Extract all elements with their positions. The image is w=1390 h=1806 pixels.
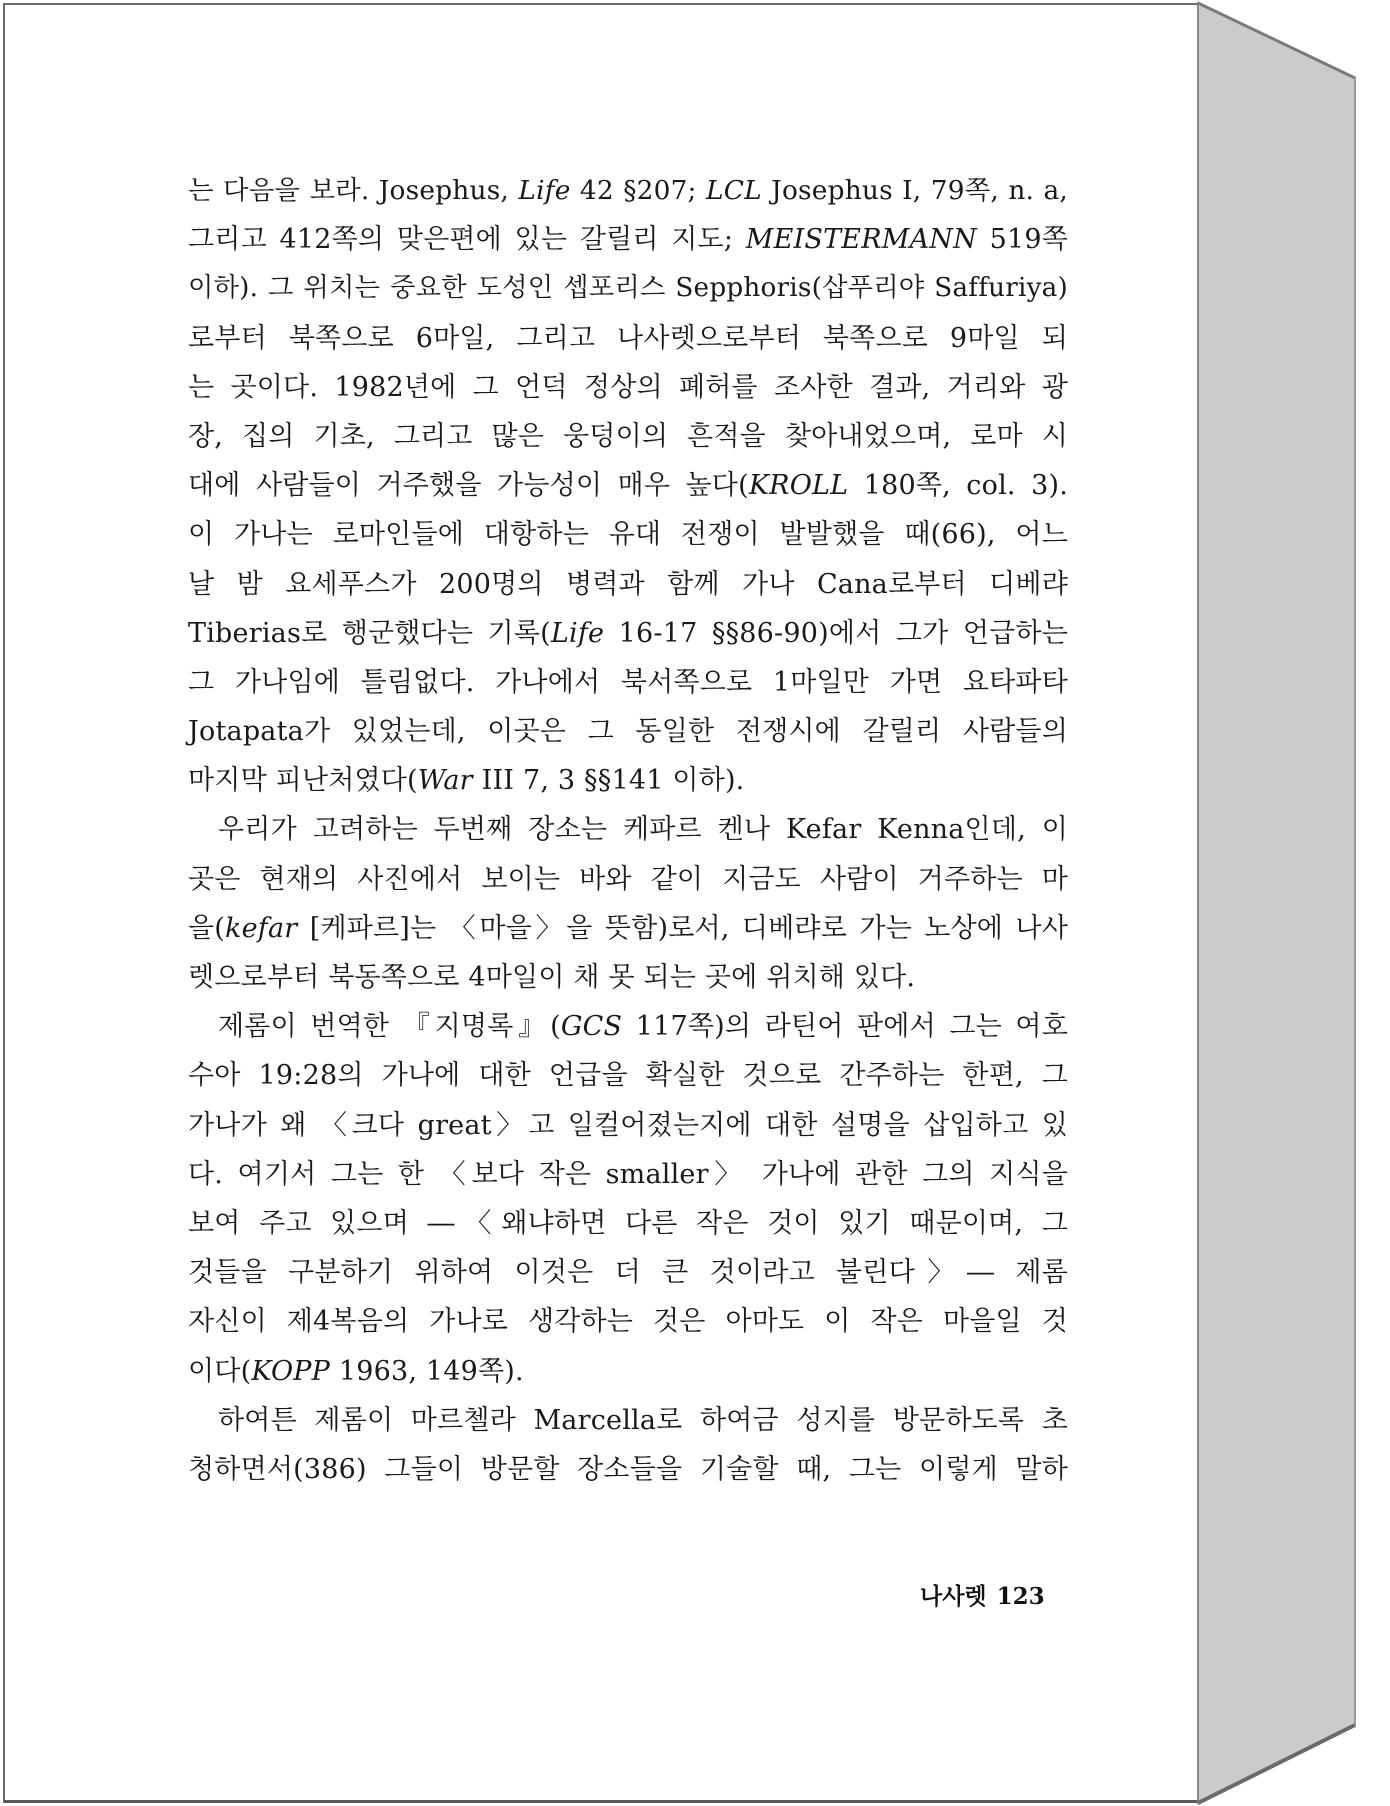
- text-line: 로부터 북쪽으로 6마일, 그리고 나사렛으로부터 북쪽으로 9마일 되: [188, 322, 1068, 354]
- text-line: 수아 19:28의 가나에 대한 언급을 확실한 것으로 간주하는 한편, 그: [188, 1060, 1068, 1092]
- text-line: 것들을 구분하기 위하여 이것은 더 큰 것이라고 불린다〉― 제롬: [188, 1257, 1068, 1289]
- book-side-face: [1198, 3, 1355, 1803]
- page-footer: [920, 1578, 1045, 1611]
- text-line: 자신이 제4복음의 가나로 생각하는 것은 아마도 이 작은 마을일 것: [188, 1306, 1068, 1338]
- text-line: 는 다음을 보라. Josephus, Life 42 §207; LCL Josephus I, 79쪽, n. a,: [188, 175, 1068, 206]
- text-line: 제롬이 번역한 『지명록』(GCS 117쪽)의 라틴어 판에서 그는 여호: [218, 1011, 1068, 1043]
- text-line: 을(kefar [케파르]는 〈마을〉을 뜻함)로서, 디베랴로 가는 노상에 나사: [188, 912, 1068, 944]
- text-line: 이 가나는 로마인들에 대항하는 유대 전쟁이 발발했을 때(66), 어느: [188, 519, 1068, 551]
- text-line: Jotapata가 있었는데, 이곳은 그 동일한 전쟁시에 갈릴리 사람들의: [188, 716, 1068, 748]
- text-line: 그리고 412쪽의 맞은편에 있는 갈릴리 지도; MEISTERMANN 519쪽: [188, 224, 1069, 256]
- text-line: 그 가나임에 틀림없다. 가나에서 북서쪽으로 1마일만 가면 요타파타: [188, 666, 1068, 698]
- text-line: 마지막 피난처였다(War III 7, 3 §§141 이하).: [188, 765, 745, 797]
- text-line: 이다(KOPP 1963, 149쪽).: [188, 1355, 524, 1387]
- text-line: 대에 사람들이 거주했을 가능성이 매우 높다(KROLL 180쪽, col. 3).: [188, 470, 1068, 502]
- body-text: [188, 166, 1068, 1494]
- text-line: 날 밤 요세푸스가 200명의 병력과 함께 가나 Cana로부터 디베랴: [188, 568, 1068, 600]
- page-number: 123: [996, 1583, 1045, 1610]
- text-line: 장, 집의 기초, 그리고 많은 웅덩이의 흔적을 찾아내었으며, 로마 시: [188, 420, 1068, 452]
- text-line: 렛으로부터 북동쪽으로 4마일이 채 못 되는 곳에 위치해 있다.: [188, 962, 916, 993]
- text-line: 우리가 고려하는 두번째 장소는 케파르 켄나 Kefar Kenna인데, 이: [218, 814, 1068, 846]
- running-head: 나사렛: [920, 1584, 987, 1610]
- text-line: 는 곳이다. 1982년에 그 언덕 정상의 폐허를 조사한 결과, 거리와 광: [188, 371, 1068, 403]
- text-line: 다. 여기서 그는 한 〈보다 작은 smaller〉 가나에 관한 그의 지식을: [188, 1158, 1068, 1190]
- text-line: 곳은 현재의 사진에서 보이는 바와 같이 지금도 사람이 거주하는 마: [188, 863, 1068, 895]
- text-line: 하여튼 제롬이 마르첼라 Marcella로 하여금 성지를 방문하도록 초: [218, 1404, 1068, 1436]
- text-line: 가나가 왜 〈크다 great〉고 일컬어졌는지에 대한 설명을 삽입하고 있: [188, 1109, 1068, 1141]
- text-line: 청하면서(386) 그들이 방문할 장소들을 기술할 때, 그는 이렇게 말하: [188, 1453, 1068, 1485]
- text-line: 이하). 그 위치는 중요한 도성인 셉포리스 Sepphoris(삽푸리야 Saffuriya): [188, 273, 1068, 304]
- text-line: 보여 주고 있으며 ―〈왜냐하면 다른 작은 것이 있기 때문이며, 그: [188, 1207, 1068, 1239]
- text-line: Tiberias로 행군했다는 기록(Life 16-17 §§86-90)에서 그가 언급하는: [188, 617, 1068, 649]
